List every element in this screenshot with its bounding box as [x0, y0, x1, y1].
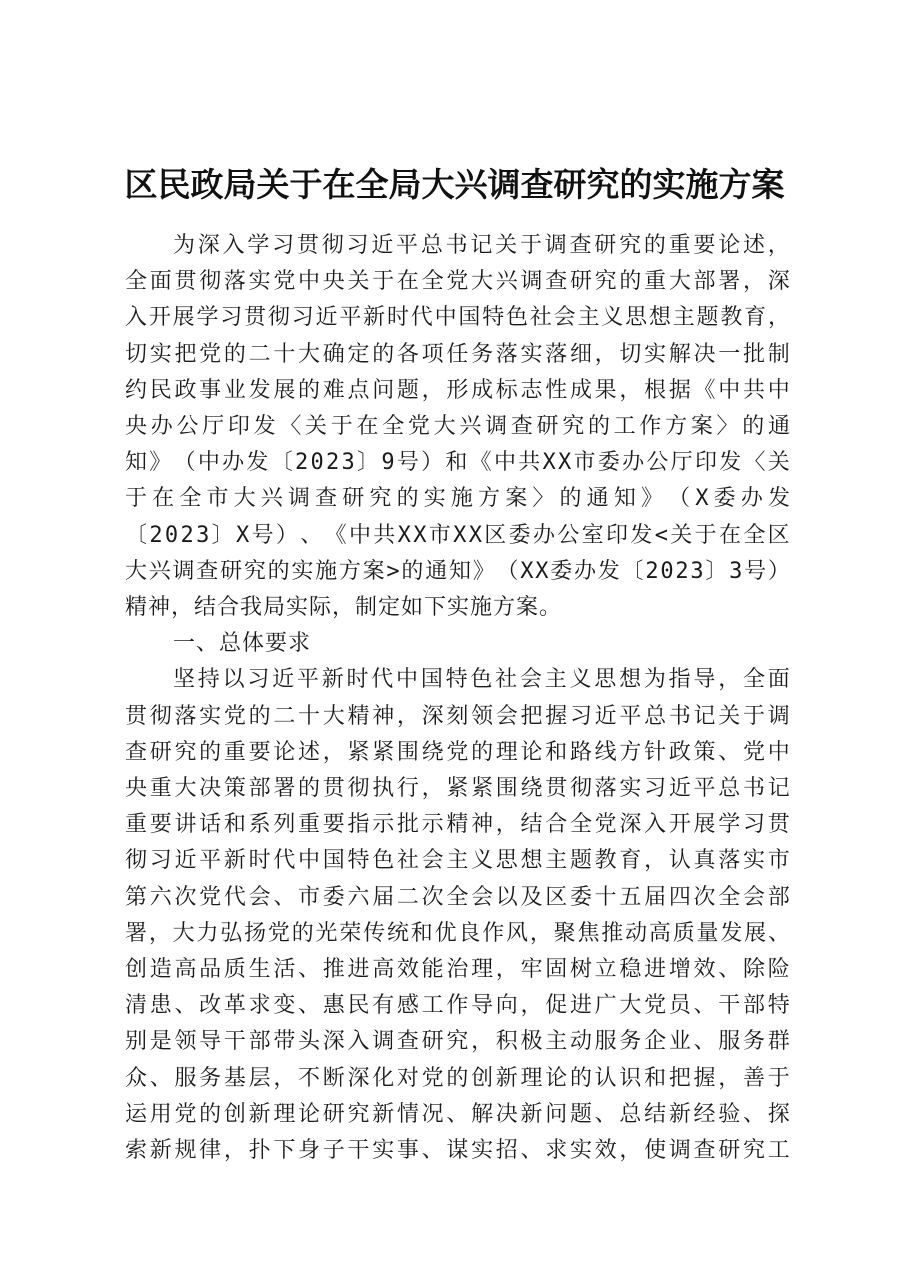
body-text-line: 索 新 规 律 ， 扑 下 身 子 干 实 事 、 谋 实 招 、 求 实 效 ， 使 调 查 研 究 工 [125, 1138, 790, 1163]
body-text-line: 约 民 政 事 业 发 展 的 难 点 问 题 ， 形 成 标 志 性 成 果 ， 根 据 《 中 共 中 [125, 377, 790, 403]
body-text-line: 〔 2 0 2 3 〕 X 号 ） 、 《 中 共 X X 市 X X 区 委 办 公 室 印 发 < 关 于 在 全 区 [125, 522, 790, 548]
body-text-line: 于 在 全 市 大 兴 调 查 研 究 的 实 施 方 案 〉 的 通 知 》 （ X 委 办 发 [125, 486, 790, 512]
body-text-line: 知 》 （ 中 办 发 〔 2 0 2 3 〕 9 号 ） 和 《 中 共 X X 市 委 办 公 厅 印 发 〈 关 [125, 450, 790, 476]
body-text-line: 央 办 公 厅 印 发 〈 关 于 在 全 党 大 兴 调 查 研 究 的 工 作 方 案 〉 的 通 [125, 414, 790, 439]
body-text-line: 创 造 高 品 质 生 活 、 推 进 高 效 能 治 理 ， 牢 固 树 立 稳 进 增 效 、 除 险 [125, 957, 790, 982]
body-text-line: 运 用 党 的 创 新 理 论 研 究 新 情 况 、 解 决 新 问 题 、 总 结 新 经 验 、 探 [125, 1101, 790, 1127]
body-text-line: 第 六 次 党 代 会 、 市 委 六 届 二 次 全 会 以 及 区 委 十 五 届 四 次 全 会 部 [125, 884, 790, 910]
body-text-line: 众 、 服 务 基 层 ， 不 断 深 化 对 党 的 创 新 理 论 的 认 识 和 把 握 ， 善 于 [125, 1065, 790, 1091]
body-text-line: 贯 彻 落 实 党 的 二 十 大 精 神 ， 深 刻 领 会 把 握 习 近 平 总 书 记 关 于 调 [125, 703, 790, 729]
body-text-line: 入 开 展 学 习 贯 彻 习 近 平 新 时 代 中 国 特 色 社 会 主 义 思 想 主 题 教 育 ， [125, 305, 790, 331]
body-text-line: 央 重 大 决 策 部 署 的 贯 彻 执 行 ， 紧 紧 围 绕 贯 彻 落 实 习 近 平 总 书 记 [125, 776, 790, 801]
body-text-line: 重 要 讲 话 和 系 列 重 要 指 示 批 示 精 神 ， 结 合 全 党 深 入 开 展 学 习 贯 [125, 812, 790, 838]
body-text-line: 署 ， 大 力 弘 扬 党 的 光 荣 传 统 和 优 良 作 风 ， 聚 焦 推 动 高 质 量 发 展 、 [125, 920, 790, 946]
document-title: 区民政局关于在全局大兴调查研究的实施方案 [124, 165, 785, 204]
body-text-line: 清 患 、 改 革 求 变 、 惠 民 有 感 工 作 导 向 ， 促 进 广 大 党 员 、 干 部 特 [125, 993, 790, 1019]
body-text-line: 彻 习 近 平 新 时 代 中 国 特 色 社 会 主 义 思 想 主 题 教 育 ， 认 真 落 实 市 [125, 848, 790, 874]
body-text-line: 精神，结合我局实际，制定如下实施方案。 [125, 595, 563, 620]
body-text-line: 别 是 领 导 干 部 带 头 深 入 调 查 研 究 ， 积 极 主 动 服 务 企 业 、 服 务 群 [125, 1029, 790, 1055]
body-text-line: 切 实 把 党 的 二 十 大 确 定 的 各 项 任 务 落 实 落 细 ， 切 实 解 决 一 批 制 [125, 341, 790, 367]
body-text-line: 大 兴 调 查 研 究 的 实 施 方 案 > 的 通 知 》 （ X X 委 办 发 〔 2 0 2 3 〕 3 号 ） [125, 558, 790, 584]
body-text-line: 全 面 贯 彻 落 实 党 中 央 关 于 在 全 党 大 兴 调 查 研 究 的 重 大 部 署 ， 深 [125, 269, 790, 295]
section-heading: 一、总体要求 [173, 631, 312, 657]
body-text-line: 为 深 入 学 习 贯 彻 习 近 平 总 书 记 关 于 调 查 研 究 的 重 要 论 述 ， [173, 233, 790, 258]
body-text-line: 坚 持 以 习 近 平 新 时 代 中 国 特 色 社 会 主 义 思 想 为 指 导 ， 全 面 [173, 667, 790, 693]
body-text-line: 查 研 究 的 重 要 论 述 ， 紧 紧 围 绕 党 的 理 论 和 路 线 方 针 政 策 、 党 中 [125, 739, 790, 765]
